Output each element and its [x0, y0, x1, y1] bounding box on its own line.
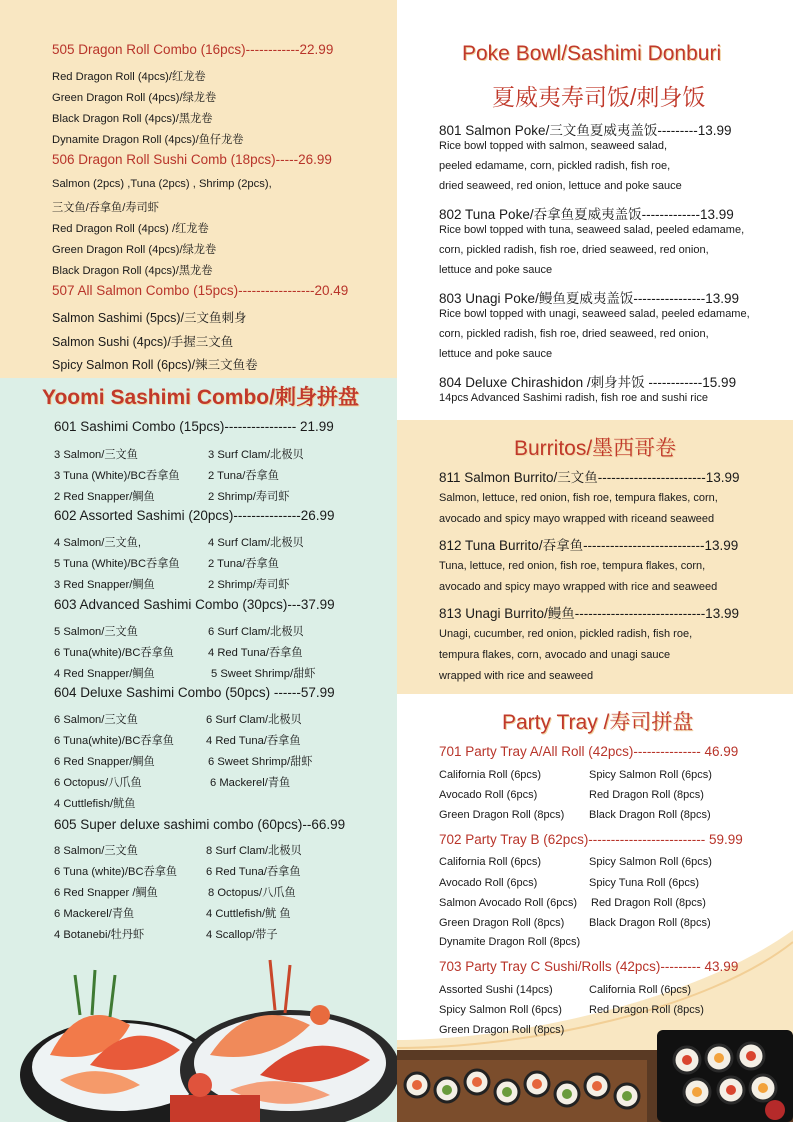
party-item: Red Dragon Roll (8pcs) — [589, 1004, 704, 1016]
poke-803-heading: 803 Unagi Poke/鳗鱼夏威夷盖饭----------------13.99 — [439, 291, 740, 306]
combo-506-item: 三文鱼/吞拿鱼/寿司虾 — [52, 202, 159, 214]
burrito-812-desc: avocado and spicy mayo wrapped with rice and seaweed — [439, 581, 718, 593]
combo-506-heading: 506 Dragon Roll Sushi Comb (18pcs)-----26.99 — [52, 152, 332, 167]
sashimi-item: 4 Red Snapper/鲷鱼 — [54, 668, 155, 680]
sashimi-item: 6 Octopus/八爪鱼 — [54, 777, 142, 789]
sashimi-item: 4 Scallop/带子 — [206, 929, 278, 941]
burrito-813-desc: tempura flakes, corn, avocado and unagi sauce — [439, 649, 671, 661]
party-section-title: Party Tray /寿司拼盘 — [502, 711, 694, 734]
combo-507-heading: 507 All Salmon Combo (15pcs)-----------------20.49 — [52, 283, 349, 298]
combo-505-item: Dynamite Dragon Roll (4pcs)/鱼仔龙卷 — [52, 134, 244, 146]
party-item: Assorted Sushi (14pcs) — [439, 984, 553, 996]
sashimi-item: 4 Red Tuna/吞拿鱼 — [208, 647, 303, 659]
sashimi-item: 2 Tuna/吞拿鱼 — [208, 558, 279, 570]
party-item: Black Dragon Roll (8pcs) — [589, 809, 711, 821]
sashimi-item: 6 Red Snapper /鲷鱼 — [54, 887, 158, 899]
poke-801-desc: dried seaweed, red onion, lettuce and poke sauce — [439, 180, 682, 192]
sashimi-602-heading: 602 Assorted Sashimi (20pcs)---------------26.99 — [54, 508, 335, 523]
party-item: Spicy Salmon Roll (6pcs) — [589, 769, 712, 781]
combo-505-item: Red Dragon Roll (4pcs)/红龙卷 — [52, 71, 206, 83]
burrito-811-desc: avocado and spicy mayo wrapped with riceand seaweed — [439, 513, 715, 525]
party-item: California Roll (6pcs) — [439, 856, 542, 868]
sashimi-item: 2 Red Snapper/鲷鱼 — [54, 491, 155, 503]
sashimi-item: 6 Tuna(white)/BC吞拿鱼 — [54, 647, 174, 659]
poke-803-desc: Rice bowl topped with unagi, seaweed salad, peeled edamame, — [439, 308, 750, 320]
burrito-section-title: Burritos/墨西哥卷 — [514, 437, 677, 460]
poke-802-desc: lettuce and poke sauce — [439, 264, 553, 276]
party-item: Spicy Salmon Roll (6pcs) — [439, 1004, 562, 1016]
sashimi-item: 6 Sweet Shrimp/甜虾 — [208, 756, 313, 768]
party-701-heading: 701 Party Tray A/All Roll (42pcs)--------------- 46.99 — [439, 744, 739, 759]
party-item: California Roll (6pcs) — [439, 769, 542, 781]
party-item: California Roll (6pcs) — [589, 984, 692, 996]
sashimi-item: 3 Salmon/三文鱼 — [54, 449, 138, 461]
poke-801-desc: peeled edamame, corn, pickled radish, fish roe, — [439, 160, 671, 172]
sashimi-item: 2 Shrimp/寿司虾 — [208, 579, 290, 591]
burrito-812-desc: Tuna, lettuce, red onion, fish roe, tempura flakes, corn, — [439, 560, 706, 572]
sashimi-item: 5 Tuna (White)/BC吞拿鱼 — [54, 558, 180, 570]
burrito-812-heading: 812 Tuna Burrito/吞拿鱼---------------------------13.99 — [439, 538, 739, 553]
sashimi-item: 2 Tuna/吞拿鱼 — [208, 470, 279, 482]
sashimi-item: 6 Mackerel/青鱼 — [210, 777, 291, 789]
burrito-813-desc: Unagi, cucumber, red onion, pickled radish, fish roe, — [439, 628, 693, 640]
sashimi-item: 6 Surf Clam/北极贝 — [206, 714, 302, 726]
poke-801-desc: Rice bowl topped with salmon, seaweed salad, — [439, 140, 668, 152]
poke-801-heading: 801 Salmon Poke/三文鱼夏威夷盖饭---------13.99 — [439, 123, 732, 138]
sashimi-item: 6 Red Tuna/吞拿鱼 — [206, 866, 301, 878]
sashimi-item: 3 Red Snapper/鲷鱼 — [54, 579, 155, 591]
sashimi-604-heading: 604 Deluxe Sashimi Combo (50pcs) ------57.99 — [54, 685, 335, 700]
sashimi-item: 6 Salmon/三文鱼 — [54, 714, 138, 726]
burrito-813-heading: 813 Unagi Burrito/鳗鱼-----------------------------13.99 — [439, 606, 739, 621]
poke-804-heading: 804 Deluxe Chirashidon /刺身丼饭 ------------15.99 — [439, 375, 737, 390]
sashimi-item: 6 Tuna(white)/BC吞拿鱼 — [54, 735, 174, 747]
party-item: Green Dragon Roll (8pcs) — [439, 809, 565, 821]
sashimi-item: 4 Salmon/三文鱼, — [54, 537, 142, 549]
combo-506-item: Red Dragon Roll (4pcs) /红龙卷 — [52, 223, 209, 235]
poke-section-title: Poke Bowl/Sashimi Donburi — [462, 42, 722, 65]
party-item: Green Dragon Roll (8pcs) — [439, 1024, 565, 1036]
poke-804-desc: 14pcs Advanced Sashimi radish, fish roe and sushi rice — [439, 392, 709, 404]
sashimi-item: 6 Mackerel/青鱼 — [54, 908, 135, 920]
party-item: Spicy Tuna Roll (6pcs) — [589, 877, 700, 889]
party-item: Spicy Salmon Roll (6pcs) — [589, 856, 712, 868]
sashimi-item: 6 Tuna (white)/BC吞拿鱼 — [54, 866, 178, 878]
sashimi-item: 6 Surf Clam/北极贝 — [208, 626, 304, 638]
poke-802-heading: 802 Tuna Poke/吞拿鱼夏威夷盖饭-------------13.99 — [439, 207, 734, 222]
sashimi-item: 2 Shrimp/寿司虾 — [208, 491, 290, 503]
combo-507-item: Spicy Salmon Roll (6pcs)/辣三文鱼卷 — [52, 358, 258, 372]
sashimi-601-heading: 601 Sashimi Combo (15pcs)---------------- 21.99 — [54, 419, 334, 434]
party-item: Avocado Roll (6pcs) — [439, 789, 538, 801]
poke-section-title-cn: 夏威夷寿司饭/刺身饭 — [492, 84, 706, 110]
burrito-811-desc: Salmon, lettuce, red onion, fish roe, tempura flakes, corn, — [439, 492, 718, 504]
party-item: Salmon Avocado Roll (6pcs) — [439, 897, 577, 909]
sashimi-605-heading: 605 Super deluxe sashimi combo (60pcs)--66.99 — [54, 817, 346, 832]
combo-506-item: Green Dragon Roll (4pcs)/绿龙卷 — [52, 244, 217, 256]
sashimi-item: 6 Red Snapper/鲷鱼 — [54, 756, 155, 768]
party-item: Black Dragon Roll (8pcs) — [589, 917, 711, 929]
sashimi-item: 3 Tuna (White)/BC吞拿鱼 — [54, 470, 180, 482]
party-item: Avocado Roll (6pcs) — [439, 877, 538, 889]
combo-507-item: Salmon Sushi (4pcs)/手握三文鱼 — [52, 335, 234, 349]
burrito-813-desc: wrapped with rice and seaweed — [439, 670, 594, 682]
party-item: Green Dragon Roll (8pcs) — [439, 917, 565, 929]
party-703-heading: 703 Party Tray C Sushi/Rolls (42pcs)--------- 43.99 — [439, 959, 739, 974]
burrito-811-heading: 811 Salmon Burrito/三文鱼------------------------13.99 — [439, 470, 740, 485]
sashimi-item: 5 Sweet Shrimp/甜虾 — [211, 668, 316, 680]
sashimi-item: 8 Surf Clam/北极贝 — [206, 845, 302, 857]
sashimi-item: 4 Red Tuna/吞拿鱼 — [206, 735, 301, 747]
poke-802-desc: Rice bowl topped with tuna, seaweed salad, peeled edamame, — [439, 224, 745, 236]
poke-802-desc: corn, pickled radish, fish roe, dried seaweed, red onion, — [439, 244, 709, 256]
party-item: Red Dragon Roll (8pcs) — [589, 789, 704, 801]
combo-505-item: Green Dragon Roll (4pcs)/绿龙卷 — [52, 92, 217, 104]
combo-506-item: Black Dragon Roll (4pcs)/黑龙卷 — [52, 265, 213, 277]
sashimi-603-heading: 603 Advanced Sashimi Combo (30pcs)---37.99 — [54, 597, 335, 612]
sashimi-item: 4 Cuttlefish/鱿 鱼 — [206, 908, 291, 920]
combo-506-item: Salmon (2pcs) ,Tuna (2pcs) , Shrimp (2pcs), — [52, 178, 272, 190]
combo-505-item: Black Dragon Roll (4pcs)/黑龙卷 — [52, 113, 213, 125]
party-item: Dynamite Dragon Roll (8pcs) — [439, 936, 581, 948]
poke-803-desc: lettuce and poke sauce — [439, 348, 553, 360]
sashimi-section-title: Yoomi Sashimi Combo/刺身拼盘 — [42, 386, 359, 409]
sashimi-item: 4 Botanebi/牡丹虾 — [54, 929, 145, 941]
combo-505-heading: 505 Dragon Roll Combo (16pcs)------------22.99 — [52, 42, 334, 57]
sashimi-item: 4 Surf Clam/北极贝 — [208, 537, 304, 549]
sashimi-platter-photo — [20, 955, 397, 1122]
sashimi-item: 3 Surf Clam/北极贝 — [208, 449, 304, 461]
party-702-heading: 702 Party Tray B (62pcs)-------------------------- 59.99 — [439, 832, 743, 847]
combo-507-item: Salmon Sashimi (5pcs)/三文鱼刺身 — [52, 311, 247, 325]
sashimi-item: 8 Salmon/三文鱼 — [54, 845, 138, 857]
party-item: Red Dragon Roll (8pcs) — [591, 897, 706, 909]
sashimi-item: 4 Cuttlefish/鱿鱼 — [54, 798, 136, 810]
poke-803-desc: corn, pickled radish, fish roe, dried seaweed, red onion, — [439, 328, 709, 340]
sashimi-item: 5 Salmon/三文鱼 — [54, 626, 138, 638]
sashimi-item: 8 Octopus/八爪鱼 — [208, 887, 296, 899]
